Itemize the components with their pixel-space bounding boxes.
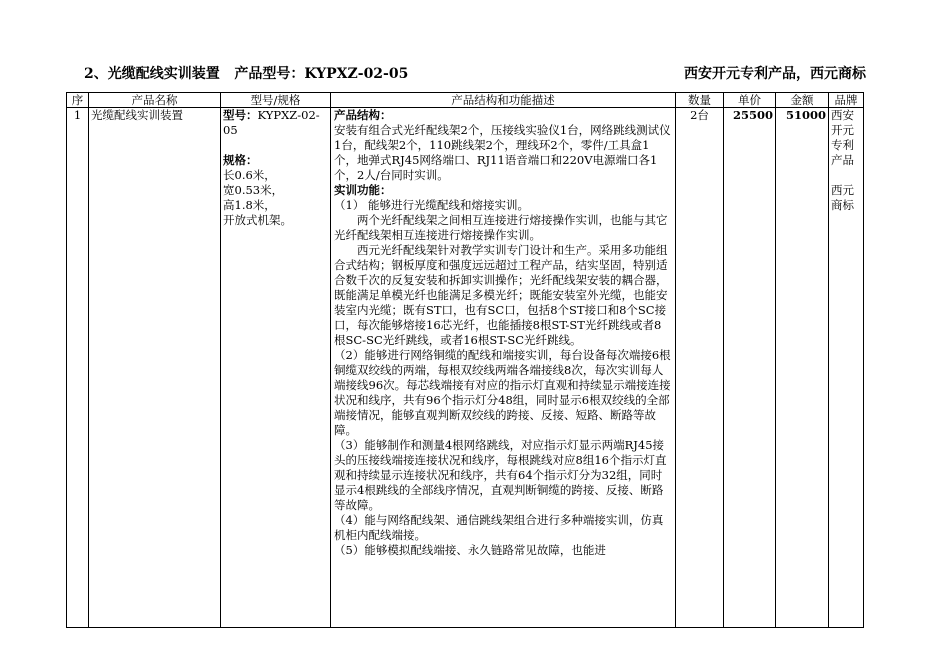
page-header — [84, 63, 866, 85]
product-name: 光缆配线实训装置 — [89, 108, 221, 628]
quantity-cell: 2台 — [676, 108, 724, 628]
structure-text: 安装有组合式光纤配线架2个，压接线实验仪1台，网络跳线测试仪1台，配线架2个，110跳线架2个，理线环2个，零件/工具盒1个，地弹式RJ45网络端口、RJ11语音端口和220V电源端口各1个，2人/台同时实训。 — [334, 123, 671, 182]
function-5: （5）能够模拟配线端接、永久链路常见故障，也能进 — [334, 543, 606, 557]
table-header-row — [67, 93, 864, 108]
row-index: 1 — [67, 108, 89, 628]
function-2: （2）能够进行网络铜缆的配线和端接实训，每台设备每次端接6根铜缆双绞线的两端，每根双绞线两端各端接线8次，每次实训每人端接线96次。每芯线端接有对应的指示灯直观和持续显示端接连接状况和线序，共有96个指示灯分48组，同时显示6根双绞线的全部端接情况，能够直观判断双绞线的跨接、反接、短路、断路等故障。 — [334, 348, 671, 437]
function-title: 实训功能： — [334, 183, 392, 197]
col-header-name: 产品名称 — [89, 93, 221, 108]
unit-price-cell: 25500 — [724, 108, 776, 628]
brand-trademark: 西元商标 — [831, 183, 854, 212]
table-row — [67, 108, 864, 628]
col-header-amount: 金额 — [776, 93, 829, 108]
spec-height: 高1.8米， — [223, 198, 276, 212]
col-header-model: 型号/规格 — [221, 93, 331, 108]
structure-title: 产品结构： — [334, 108, 392, 122]
spec-length: 长0.6米， — [223, 168, 276, 182]
function-1-detail-a: 两个光纤配线架之间相互连接进行熔接操作实训，也能与其它光纤配线架相互连接进行熔接操作实训。 — [334, 213, 668, 242]
function-1: （1） 能够进行光缆配线和熔接实训。 — [334, 198, 529, 212]
col-header-quantity: 数量 — [676, 93, 724, 108]
description-cell — [331, 108, 676, 628]
spec-frame: 开放式机架。 — [223, 213, 292, 227]
col-header-brand: 品牌 — [829, 93, 864, 108]
model-spec-cell — [221, 108, 331, 628]
section-title: 2、光缆配线实训装置 产品型号：KYPXZ-02-05 — [84, 66, 409, 82]
amount-cell: 51000 — [776, 108, 829, 628]
model-label: 型号： — [223, 108, 258, 122]
col-header-description: 产品结构和功能描述 — [331, 93, 676, 108]
product-table — [66, 92, 864, 628]
function-3: （3）能够制作和测量4根网络跳线，对应指示灯显示两端RJ45接头的压接线端接连接状况和线序，每根跳线对应8组16个指示灯直观和持续显示连接状况和线序，共有64个指示灯分为32组，同时显示4根跳线的全部线序情况，直观判断铜缆的跨接、反接、断路等故障。 — [334, 438, 667, 512]
spec-label: 规格： — [223, 153, 258, 167]
model-value: KYPXZ-02-05 — [223, 108, 320, 137]
col-header-unit-price: 单价 — [724, 93, 776, 108]
function-4: （4）能与网络配线架、通信跳线架组合进行多种端接实训，仿真机柜内配线端接。 — [334, 513, 664, 542]
brand-patent: 西安开元专利产品 — [831, 108, 854, 167]
spec-width: 宽0.53米， — [223, 183, 284, 197]
function-1-detail-b: 西元光纤配线架针对教学实训专门设计和生产。采用多功能组合式结构；钢板厚度和强度远远超过工程产品，结实坚固，特别适合数千次的反复安装和拆卸实训操作；光纤配线架安装的耦合器，既能满足单模光纤也能满足多模光纤；既能安装室外光缆，也能安装室内光缆；既有ST口，也有SC口，包括8个ST接口和8个SC接口，每次能够熔接16芯光纤，也能插接8根ST-ST光纤跳线或者8根SC-SC光纤跳线，或者16根ST-SC光纤跳线。 — [334, 243, 668, 347]
brand-note: 西安开元专利产品，西元商标 — [684, 66, 866, 82]
col-header-index: 序 — [67, 93, 89, 108]
brand-cell — [829, 108, 864, 628]
